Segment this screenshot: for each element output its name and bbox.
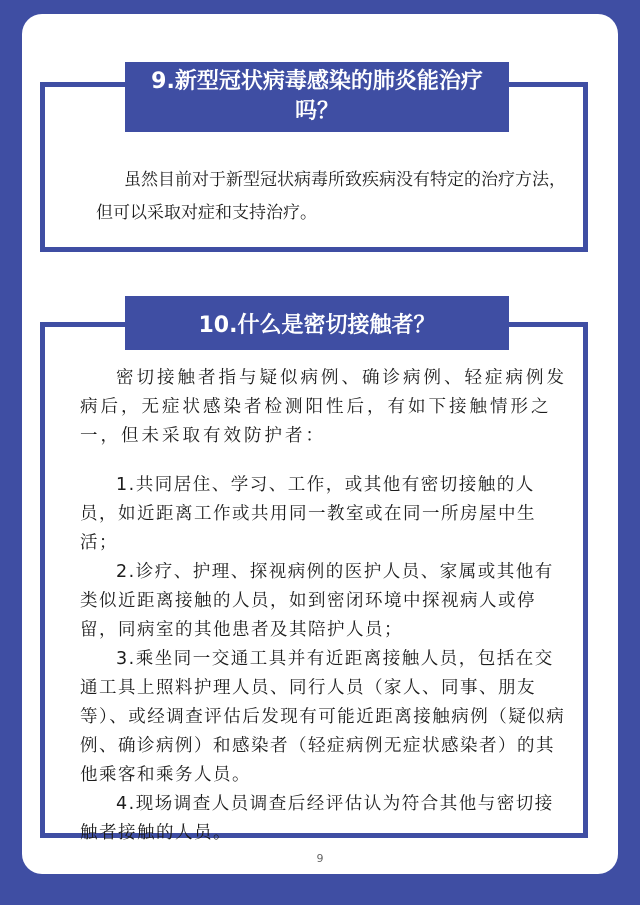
section-10-body	[80, 364, 570, 848]
section-10-title: 10.什么是密切接触者？	[125, 296, 509, 350]
list-item: 2.诊疗、护理、探视病例的医护人员、家属或其他有类似近距离接触的人员，如到密闭环境中探视病人或停留，同病室的其他患者及其陪护人员；	[80, 562, 554, 640]
list-item: 3.乘坐同一交通工具并有近距离接触人员，包括在交通工具上照料护理人员、同行人员（家人、同事、朋友等）、或经调查评估后发现有可能近距离接触病例（疑似病例、确诊病例）和感染者（轻症病例无症状感染者）的其他乘客和乘务人员。	[80, 649, 566, 785]
section-9-body: 虽然目前对于新型冠状病毒所致疾病没有特定的治疗方法，但可以采取对症和支持治疗。	[96, 170, 566, 223]
section-10-intro: 密切接触者指与疑似病例、确诊病例、轻症病例发病后，无症状感染者检测阳性后，有如下接触情形之一，但未采取有效防护者：	[80, 368, 567, 446]
section-9-title: 9.新型冠状病毒感染的肺炎能治疗吗？	[125, 62, 509, 132]
list-item: 1.共同居住、学习、工作，或其他有密切接触的人员，如近距离工作或共用同一教室或在同一所房屋中生活；	[80, 475, 536, 553]
list-item: 4.现场调查人员调查后经评估认为符合其他与密切接触者接触的人员。	[80, 794, 554, 843]
page-number: 9	[316, 852, 324, 865]
